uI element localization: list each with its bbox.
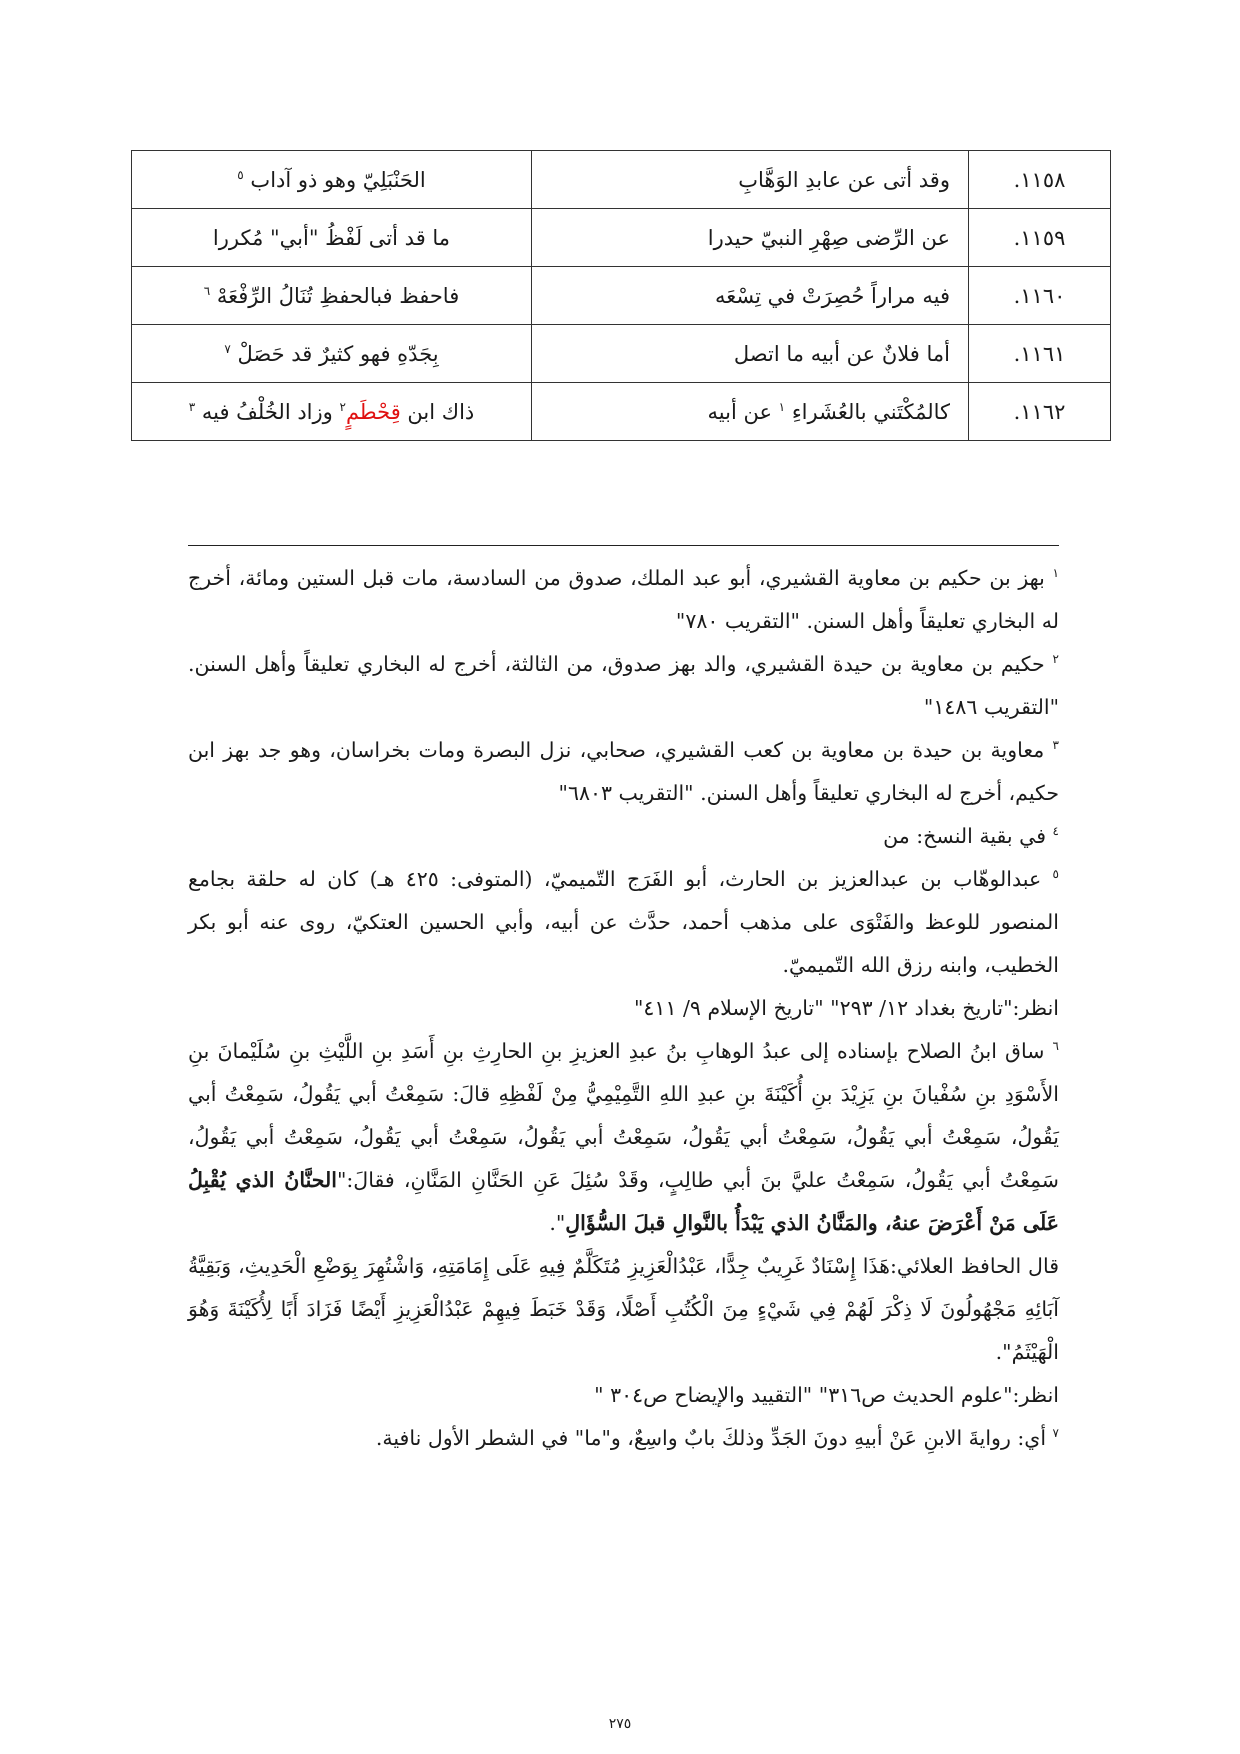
table-row: [132, 209, 1111, 267]
verse-number: ١١٦٠.: [969, 267, 1111, 325]
verse-first-hemistich: فيه مراراً حُصِرَتْ في تِسْعَه: [532, 267, 969, 325]
hemistich-text: فاحفظ فبالحفظِ تُنَالُ الرِّفْعَهْ: [216, 283, 460, 308]
hemistich-text: بِجَدّهِ فهو كثيرٌ قد حَصَلْ: [237, 341, 439, 366]
footnote-marker[interactable]: ٣: [188, 399, 196, 414]
table-row: [132, 151, 1111, 209]
footnotes: [188, 557, 1059, 1460]
table-row: [132, 325, 1111, 383]
verse-second-hemistich: ما قد أتى لَفْظُ "أبي" مُكررا: [132, 209, 532, 267]
footnote-number: ١: [1052, 566, 1059, 581]
footnote-1: [188, 557, 1059, 643]
footnote-text: بهز بن حكيم بن معاوية القشيري، أبو عبد الملك، صدوق من السادسة، مات قبل الستين ومائة، أخرج له البخاري تعليقاً وأهل السنن. "التقريب ٧٨٠": [188, 566, 1059, 633]
bold-quote: الحنَّانُ الذي يُقْبِلُ عَلَى مَنْ أَعْرَضَ عنهُ، والمَنَّانُ الذي يَبْدَأُ بالنَّوالِ قبلَ السُّؤَالِ: [188, 1168, 1059, 1235]
hemistich-text: عن أبيه: [707, 399, 772, 424]
highlighted-word: قِحْطَمٍ: [345, 399, 401, 424]
footnote-number: ٧: [1052, 1426, 1059, 1441]
hemistich-text: الحَنْبَلِيّ وهو ذو آداب: [250, 167, 426, 192]
footnote-6: [188, 1030, 1059, 1245]
verse-second-hemistich: [132, 383, 532, 441]
verse-number: ١١٥٨.: [969, 151, 1111, 209]
verse-first-hemistich: عن الرِّضى صِهْرِ النبيّ حيدرا: [532, 209, 969, 267]
table-row: [132, 267, 1111, 325]
footnote-marker[interactable]: ٦: [203, 283, 211, 298]
footnote-3: [188, 729, 1059, 815]
footnote-marker[interactable]: ٢: [339, 399, 346, 414]
footnote-marker[interactable]: ٧: [224, 341, 231, 356]
footnote-5: [188, 858, 1059, 987]
quote-end: ".: [549, 1211, 566, 1235]
footnote-2: [188, 643, 1059, 729]
footnote-text: ساق ابنُ الصلاح بإسناده إلى عبدُ الوهابِ بنُ عبدِ العزيزِ بنِ الحارِثِ بنِ أَسَدِ بنِ اللَّيْثِ بنِ سُلَيْمانَ بنِ الأَسْوَدِ بنِ سُفْيانَ بنِ يَزِيْدَ بنِ أُكَيْنَةَ بنِ عبدِ اللهِ التَّمِيْمِيُّ مِنْ لَفْظِهِ قالَ: سَمِعْتُ أبي يَقُولُ، سَمِعْتُ أبي يَقُولُ، سَمِعْتُ أبي يَقُولُ، سَمِعْتُ أبي يَقُولُ، سَمِعْتُ أبي يَقُولُ، سَمِعْتُ أبي يَقُولُ، سَمِعْتُ أبي يَقُولُ، سَمِعْتُ أبي يَقُولُ، سَمِعْتُ عليَّ بنَ أبي طالِبٍ، وقَدْ سُئِلَ عَنِ الحَنَّانِ المَنَّانِ، فقالَ:": [188, 1039, 1059, 1192]
footnote-text: في بقية النسخ: من: [883, 824, 1047, 848]
hemistich-text: كالمُكْتَني بالعُشَراءِ: [791, 399, 950, 424]
footnote-number: ٤: [1052, 824, 1059, 839]
footnote-number: ٥: [1052, 867, 1059, 882]
footnote-7: [188, 1417, 1059, 1460]
footnote-4: [188, 815, 1059, 858]
verse-second-hemistich: [132, 325, 532, 383]
footnote-number: ٦: [1052, 1039, 1059, 1054]
hemistich-text: ذاك ابن: [407, 399, 475, 424]
verse-number: ١١٥٩.: [969, 209, 1111, 267]
footnote-marker[interactable]: ١: [778, 399, 786, 414]
footnote-text: معاوية بن حيدة بن معاوية بن كعب القشيري، صحابي، نزل البصرة ومات بخراسان، وهو جد بهز ابن حكيم، أخرج له البخاري تعليقاً وأهل السنن. "التقريب ٦٨٠٣": [188, 738, 1059, 805]
verse-first-hemistich: [532, 383, 969, 441]
footnote-text: عبدالوهّاب بن عبدالعزيز بن الحارث، أبو الفَرَج التّميميّ، (المتوفى: ٤٢٥ هـ) كان له حلقة بجامع المنصور للوعظ والفَتْوَى على مذهب أحمد، حدَّث عن أبيه، وأبي الحسين العتكيّ، روى عنه أبو بكر الخطيب، وابنه رزق الله التّميميّ.: [188, 867, 1059, 977]
footnote-6-alai: قال الحافظ العلائي:هَذَا إِسْنَادٌ غَرِيبٌ جِدًّا، عَبْدُالْعَزِيزِ مُتَكَلَّمٌ فِيهِ عَلَى إِمَامَتِهِ، وَاشْتُهِرَ بِوَضْعِ الْحَدِيثِ، وَبَقِيَّةُ آبَائِهِ مَجْهُولُونَ لَا ذِكْرَ لَهُمْ فِي شَيْءٍ مِنَ الْكُتُبِ أَصْلًا، وَقَدْ خَبَطَ فِيهِمْ عَبْدُالْعَزِيزِ أَيْضًا فَزَادَ أَبًا لِأُكَيْنَةَ وَهُوَ الْهَيْثَمُ".: [188, 1254, 1059, 1364]
footnote-text: حكيم بن معاوية بن حيدة القشيري، والد بهز صدوق، من الثالثة، أخرج له البخاري تعليقاً وأهل السنن. "التقريب ١٤٨٦": [188, 652, 1059, 719]
table-row: [132, 383, 1111, 441]
verse-number: ١١٦١.: [969, 325, 1111, 383]
verse-second-hemistich: [132, 151, 532, 209]
footnote-separator: [188, 545, 1059, 546]
verse-number: ١١٦٢.: [969, 383, 1111, 441]
verse-second-hemistich: [132, 267, 532, 325]
footnote-6-reference: انظر:"علوم الحديث ص٣١٦" "التقييد والإيضاح ص٣٠٤ ": [594, 1383, 1059, 1407]
hemistich-text: وزاد الخُلْفُ فيه: [201, 399, 333, 424]
page-number: ٢٧٥: [608, 1716, 632, 1732]
verse-first-hemistich: وقد أتى عن عابدِ الوَهَّابِ: [532, 151, 969, 209]
footnote-5-reference: انظر:"تاريخ بغداد ١٢/ ٢٩٣" "تاريخ الإسلام ٩/ ٤١١": [633, 996, 1059, 1020]
footnote-text: أي: روايةَ الابنِ عَنْ أبيهِ دونَ الجَدِّ وذلكَ بابٌ واسِعٌ، و"ما" في الشطر الأول نافية.: [375, 1426, 1047, 1450]
footnote-number: ٢: [1052, 652, 1059, 667]
poem-table: [131, 150, 1111, 441]
verse-first-hemistich: أما فلانٌ عن أبيه ما اتصل: [532, 325, 969, 383]
footnote-number: ٣: [1052, 738, 1059, 753]
footnote-marker[interactable]: ٥: [237, 167, 244, 182]
